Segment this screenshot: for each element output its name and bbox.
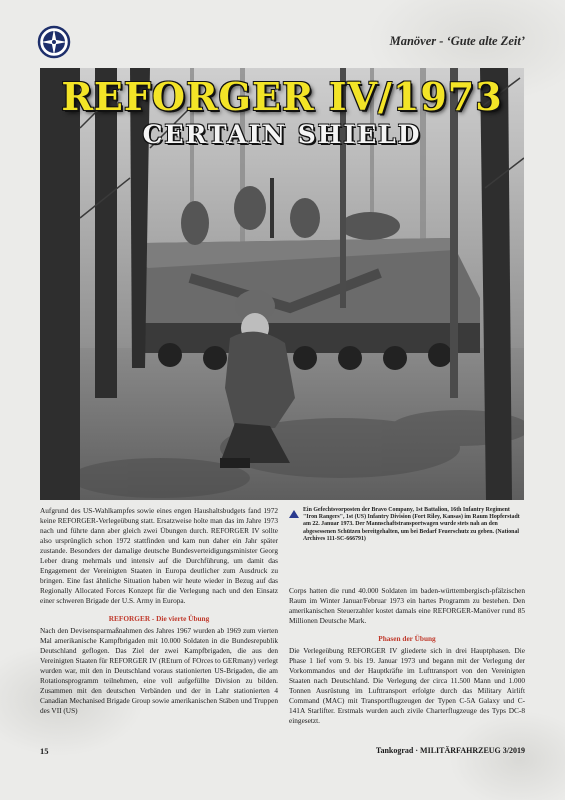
right-column <box>289 586 525 726</box>
photo-caption: Ein Gefechtsvorposten der Bravo Company, 1st Battalion, 16th Infantry Regiment "Iron Rangers", 1st (US) Infantry Division (Fort Riley, Kansas) im Raum Hopferstadt am 22. Januar 1973. Der Mannschaftstransportwagen wurde stets nah an den abgesessenen Schützen bereitgehalten, um bei Bedarf Feuerschutz zu geben. (National Archives 111-SC-666791) <box>303 507 520 542</box>
section-body-reforger: Nach den Devisensparmaßnahmen des Jahres 1967 wurden ab 1969 zum vierten Mal amerikanische Kampfbrigaden mit 10.000 Soldaten in die Bundesrepublik Deutschland geflogen. Das Ziel der zwei Kampfbrigaden, die aus den Vereinigten Staaten für REFORGER IV (REturn of FOrces to GERmany) verlegt wurden war, mit den in Deutschland voraus stationierten US-Brigaden, die am Rotationsprogramm teilnehmen, eine voll aufgefüllte Division zu bilden. Zusammen mit den deutschen Verbänden und der in Lahr stationierten 4 Canadian Mechanised Brigade Group sowie amerikanischen Stäben und Truppen des VII (US) <box>40 626 278 715</box>
compass-logo-icon <box>37 25 71 59</box>
publication-footer: Tankograd · MILITÄRFAHRZEUG 3/2019 <box>375 746 525 755</box>
section-heading-phases: Phasen der Übung <box>378 634 436 643</box>
section-heading-reforger: REFORGER - Die vierte Übung <box>108 614 210 623</box>
chapter-header: Manöver - ‘Gute alte Zeit’ <box>389 34 525 48</box>
intro-paragraph: Aufgrund des US-Wahlkampfes sowie eines engen Haushaltsbudgets fand 1972 keine REFORGER-Verlegeübung statt. Ersatzweise holte man das im Jahre 1973 nach und führte dann aber gleich zwei Übungen durch. REFORGER IV sollte also ursprünglich schon 1972 stattfinden und kam nun daher ein Jahr später zustande. Besonders der damalige deutsche Bundesverteidigungsminister Georg Leber drang mehrmals und intensiv auf die Durchführung, um damit das Engagement der Vereinigten Staaten in Europa deutlicher zum Ausdruck zu bringen. Eine fast ähnliche Situation haben wir heute wieder in Bezug auf das Regionally Allocated Forces Konzept für die Verlegung nach und den Einsatz einer schweren Brigade der U.S. Army in Europa. <box>40 506 278 605</box>
right-intro-paragraph: Corps hatten die rund 40.000 Soldaten im baden-württembergisch-pfälzischen Raum im Winter Januar/Februar 1973 ein hartes Programm zu bestehen. Den amerikanischen Steuerzahler kostet damals eine REFORGER-Manöver rund 85 Millionen Deutsche Mark. <box>289 586 525 625</box>
article-main-title: REFORGER IV/1973 <box>61 74 503 119</box>
section-body-phases: Die Verlegeübung REFORGER IV gliederte sich in drei Hauptphasen. Die Phase 1 lief vom 9. bis 19. Januar 1973 und begann mit der Verlegung der Vorkommandos und der Hauptkräfte im Lufttransport von den Vereinigten Staaten nach Deutschland. Die Verlegung der circa 11.500 Mann und 1.000 Tonnen Ausrüstung im Lufttransport erfolgte durch das Military Airlift Command (MAC) mit Transportflugzeugen der Typen C-5A Galaxy und C-141A Starlifter. Erstmals wurden auch zivile Charterflugzeuge des Typs DC-8 eingesetzt. <box>289 646 525 725</box>
hero-photo <box>40 68 524 500</box>
page-number: 15 <box>40 746 49 756</box>
left-column <box>40 506 278 716</box>
caption-arrow-icon <box>289 510 299 518</box>
article-sub-title: CERTAIN SHIELD <box>142 120 422 149</box>
